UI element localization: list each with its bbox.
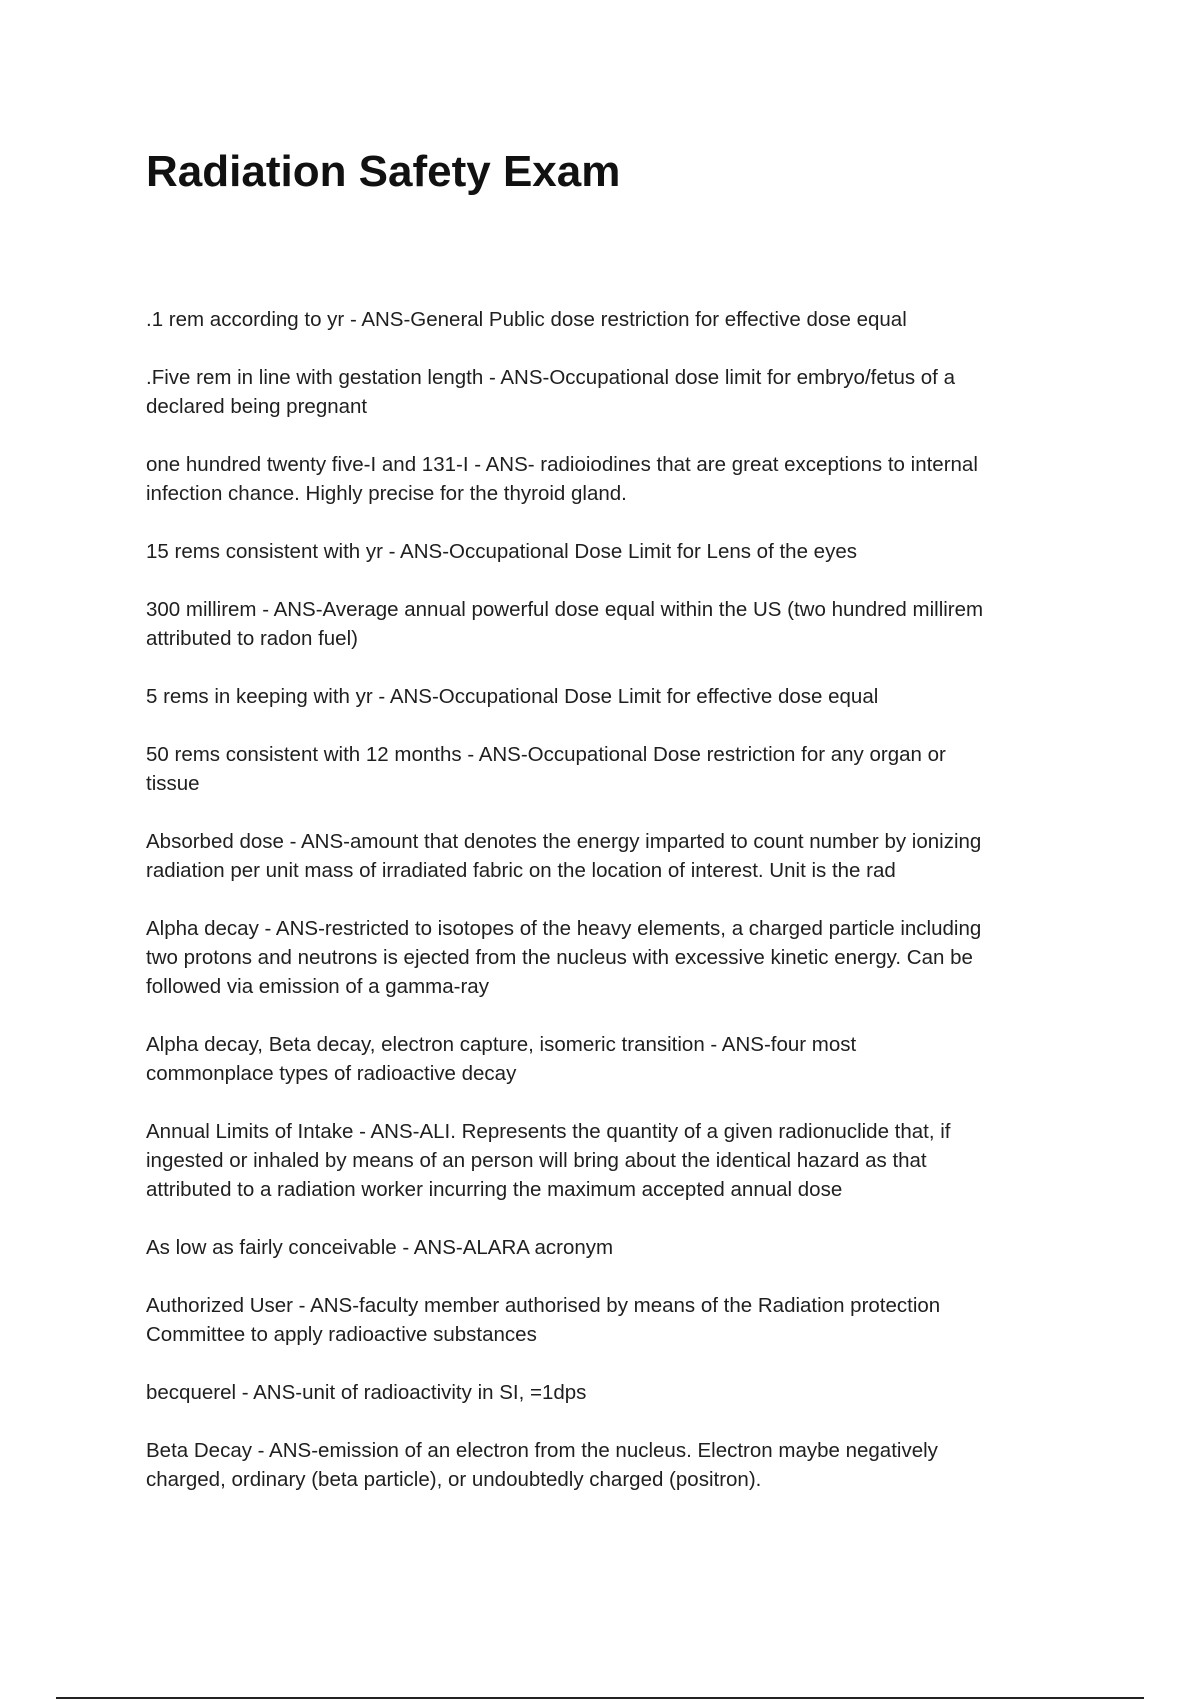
page-title: Radiation Safety Exam xyxy=(146,147,621,196)
qa-entry: 50 rems consistent with 12 months - ANS-Occupational Dose restriction for any organ or tissue xyxy=(146,743,946,795)
qa-entry: Beta Decay - ANS-emission of an electron from the nucleus. Electron maybe negatively charged, ordinary (beta particle), or undoubtedly charged (positron). xyxy=(146,1439,938,1491)
qa-entry: Absorbed dose - ANS-amount that denotes the energy imparted to count number by ionizing radiation per unit mass of irradiated fabric on the location of interest. Unit is the rad xyxy=(146,830,982,882)
page-footer-rule xyxy=(56,1697,1144,1699)
qa-entry: 5 rems in keeping with yr - ANS-Occupational Dose Limit for effective dose equal xyxy=(146,685,879,708)
qa-entry: one hundred twenty five-I and 131-I - ANS- radioiodines that are great exceptions to internal infection chance. Highly precise for the thyroid gland. xyxy=(146,453,978,505)
qa-entry: Annual Limits of Intake - ANS-ALI. Represents the quantity of a given radionuclide that, if ingested or inhaled by means of an person will bring about the identical hazard as that attributed to a radiation worker incurring the maximum accepted annual dose xyxy=(146,1120,951,1201)
qa-entry: becquerel - ANS-unit of radioactivity in SI, =1dps xyxy=(146,1381,587,1404)
qa-entry: .Five rem in line with gestation length - ANS-Occupational dose limit for embryo/fetus of a declared being pregnant xyxy=(146,366,955,418)
qa-entry-list xyxy=(146,305,1066,1523)
qa-entry: 300 millirem - ANS-Average annual powerful dose equal within the US (two hundred millirem attributed to radon fuel) xyxy=(146,598,984,650)
qa-entry: .1 rem according to yr - ANS-General Public dose restriction for effective dose equal xyxy=(146,308,907,331)
qa-entry: As low as fairly conceivable - ANS-ALARA acronym xyxy=(146,1236,614,1259)
qa-entry: 15 rems consistent with yr - ANS-Occupational Dose Limit for Lens of the eyes xyxy=(146,540,857,563)
qa-entry: Alpha decay - ANS-restricted to isotopes of the heavy elements, a charged particle including two protons and neutrons is ejected from the nucleus with excessive kinetic energy. Can be followed via emission of a gamma-ray xyxy=(146,917,982,998)
qa-entry: Alpha decay, Beta decay, electron capture, isomeric transition - ANS-four most commonplace types of radioactive decay xyxy=(146,1033,857,1085)
qa-entry: Authorized User - ANS-faculty member authorised by means of the Radiation protection Committee to apply radioactive substances xyxy=(146,1294,941,1346)
